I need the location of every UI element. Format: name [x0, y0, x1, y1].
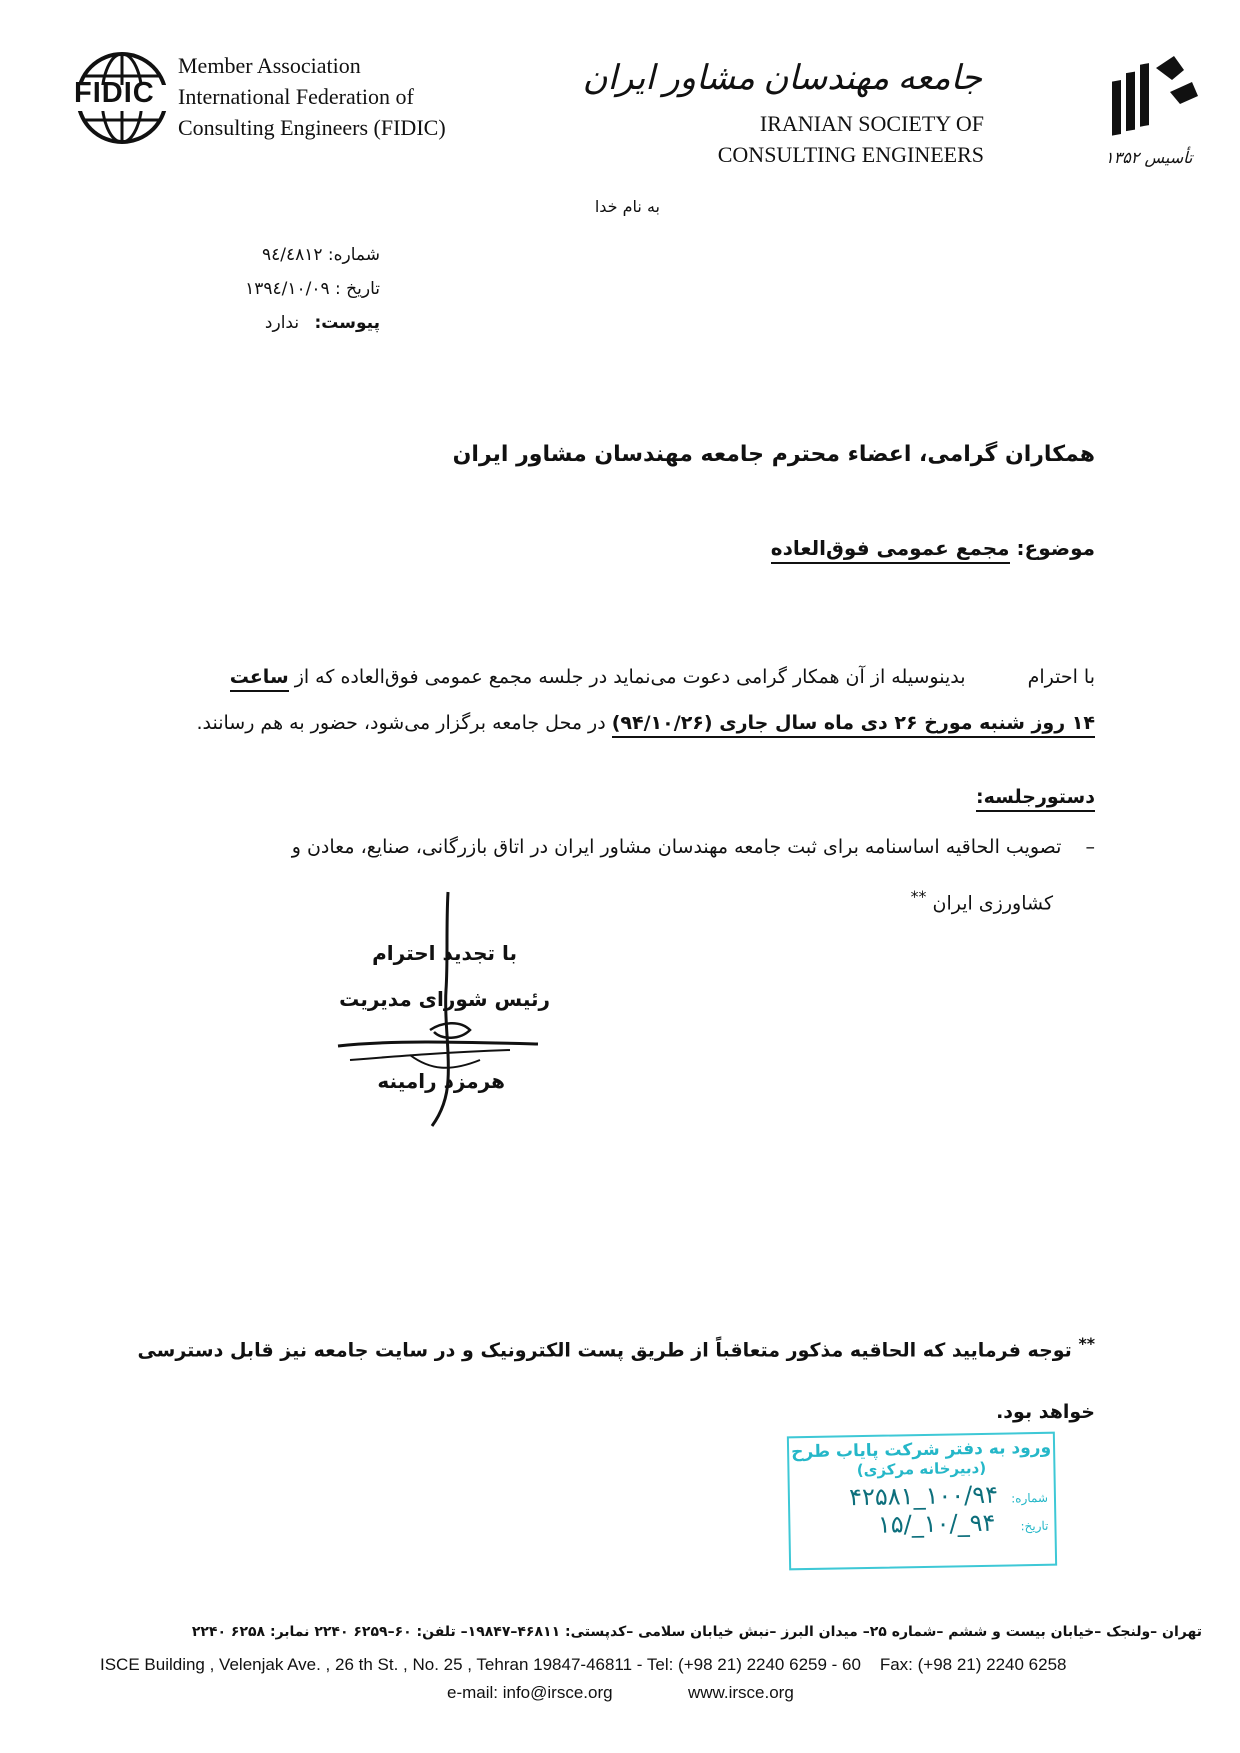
number-value: ۹٤/٤۸۱۲	[261, 245, 323, 265]
date-row	[220, 272, 380, 306]
stamp-date-label: تاریخ:	[1020, 1518, 1049, 1534]
handwritten-signature	[330, 890, 550, 1130]
body-bold-hour: ساعت	[230, 666, 289, 692]
stamp-date-row	[790, 1508, 1054, 1541]
footer-persian-address: تهران –ولنجک –خیابان بیست و ششم –شماره ۲۵– میدان البرز –نبش خیابان سلامی –کدپستی: ۴۶۸۱۱–۱۹۸۴۷– تلفن: ۶۰–۶۲۵۹ ۲۲۴۰ نمابر: ۶۲۵۸ ۲۲۴۰	[191, 1624, 1202, 1640]
letter-meta	[220, 238, 380, 340]
fidic-caption	[178, 50, 446, 143]
stamp-date-value: ۹۴_/۱۰_/۱۵	[877, 1508, 996, 1539]
fidic-line-2: International Federation of	[178, 84, 414, 109]
number-row	[220, 238, 380, 272]
bismillah: به نام خدا	[594, 197, 660, 216]
isce-line-1: IRANIAN SOCIETY OF	[759, 111, 984, 136]
isce-line-2: CONSULTING ENGINEERS	[717, 142, 984, 167]
fidic-logo-text: FIDIC	[74, 77, 155, 109]
footer-website[interactable]: www.irsce.org	[688, 1683, 794, 1702]
stamp-title: ورود به دفتر شرکت پایاب طرح	[790, 1437, 1052, 1463]
signature-title: رئیس شورای مدیریت	[339, 987, 550, 1011]
body-text-1: بدینوسیله از آن همکار گرامی دعوت می‌نماید در جلسه مجمع عمومی فوق‌العاده که از	[294, 666, 966, 688]
fidic-line-1: Member Association	[178, 53, 361, 78]
date-value: ۱۳۹٤/۱۰/۰۹	[245, 279, 330, 299]
signature-name: هرمزد رامینه	[377, 1069, 505, 1093]
fidic-line-3: Consulting Engineers (FIDIC)	[178, 115, 446, 140]
body-line-2	[196, 712, 1095, 734]
addressee: همکاران گرامی، اعضاء محترم جامعه مهندسان مشاور ایران	[452, 442, 1095, 467]
received-stamp	[787, 1432, 1057, 1571]
agenda-mark: **	[910, 887, 927, 906]
date-label: تاریخ :	[335, 279, 380, 299]
isce-logo	[1110, 52, 1202, 144]
note-line-1	[137, 1334, 1095, 1362]
agenda-text-2: کشاورزی ایران	[932, 892, 1053, 915]
agenda-text-1: تصویب الحاقیه اساسنامه برای ثبت جامعه مهندسان مشاور ایران در اتاق بازرگانی، صنایع، معادن و	[291, 836, 1062, 858]
note-line-2: خواهد بود.	[996, 1401, 1095, 1424]
stamp-number-label: شماره:	[1011, 1490, 1049, 1506]
note-mark: **	[1078, 1334, 1095, 1353]
greeting: با احترام	[1027, 666, 1095, 688]
agenda-dash: –	[1085, 836, 1095, 858]
subject-value: مجمع عمومی فوق‌العاده	[771, 536, 1010, 564]
isce-logo-icon	[1110, 52, 1202, 144]
body-line-1	[230, 666, 1095, 688]
subject	[771, 536, 1095, 560]
attachment-label: پیوست:	[314, 313, 380, 333]
isce-persian-name: جامعه مهندسان مشاور ایران	[582, 60, 982, 97]
subject-label: موضوع:	[1016, 536, 1095, 560]
isce-founded: تأسیس ۱۳۵۲	[1105, 148, 1193, 167]
footer-english-address: ISCE Building , Velenjak Ave. , 26 th St. , No. 25 , Tehran 19847-46811 - Tel: (+98 21) 2240 6259 - 60 Fax: (+98 21) 2240 6258	[100, 1655, 1067, 1674]
agenda-item	[135, 822, 1095, 928]
agenda-title-text: دستورجلسه:	[976, 786, 1095, 812]
agenda-title	[976, 786, 1095, 808]
fidic-logo	[72, 50, 172, 146]
note	[137, 1334, 1095, 1424]
stamp-number-value: ۱۰۰/۹۴_۴۲۵۸۱	[848, 1480, 999, 1512]
stamp-subtitle: (دبیرخانه مرکزی)	[856, 1458, 987, 1480]
attachment-value: ندارد	[264, 313, 300, 333]
footer-email[interactable]: e-mail: info@irsce.org	[447, 1683, 613, 1702]
body-text-2: در محل جامعه برگزار می‌شود، حضور به هم رسانند.	[196, 712, 606, 734]
attachment-row	[220, 306, 380, 340]
note-text-1: توجه فرمایید که الحاقیه مذکور متعاقباً از طریق پست الکترونیک و در سایت جامعه نیز قابل دسترسی	[137, 1339, 1072, 1362]
isce-english-name	[718, 108, 984, 170]
agenda-item-line-2	[135, 872, 1053, 928]
agenda-item-line-1	[135, 822, 1095, 872]
number-label: شماره:	[327, 245, 380, 265]
meeting-datetime: ۱۴ روز شنبه مورخ ۲۶ دی ماه سال جاری (۹۴/۱۰/۲۶)	[612, 712, 1095, 738]
signature-closing: با تجدید احترام	[372, 941, 517, 965]
